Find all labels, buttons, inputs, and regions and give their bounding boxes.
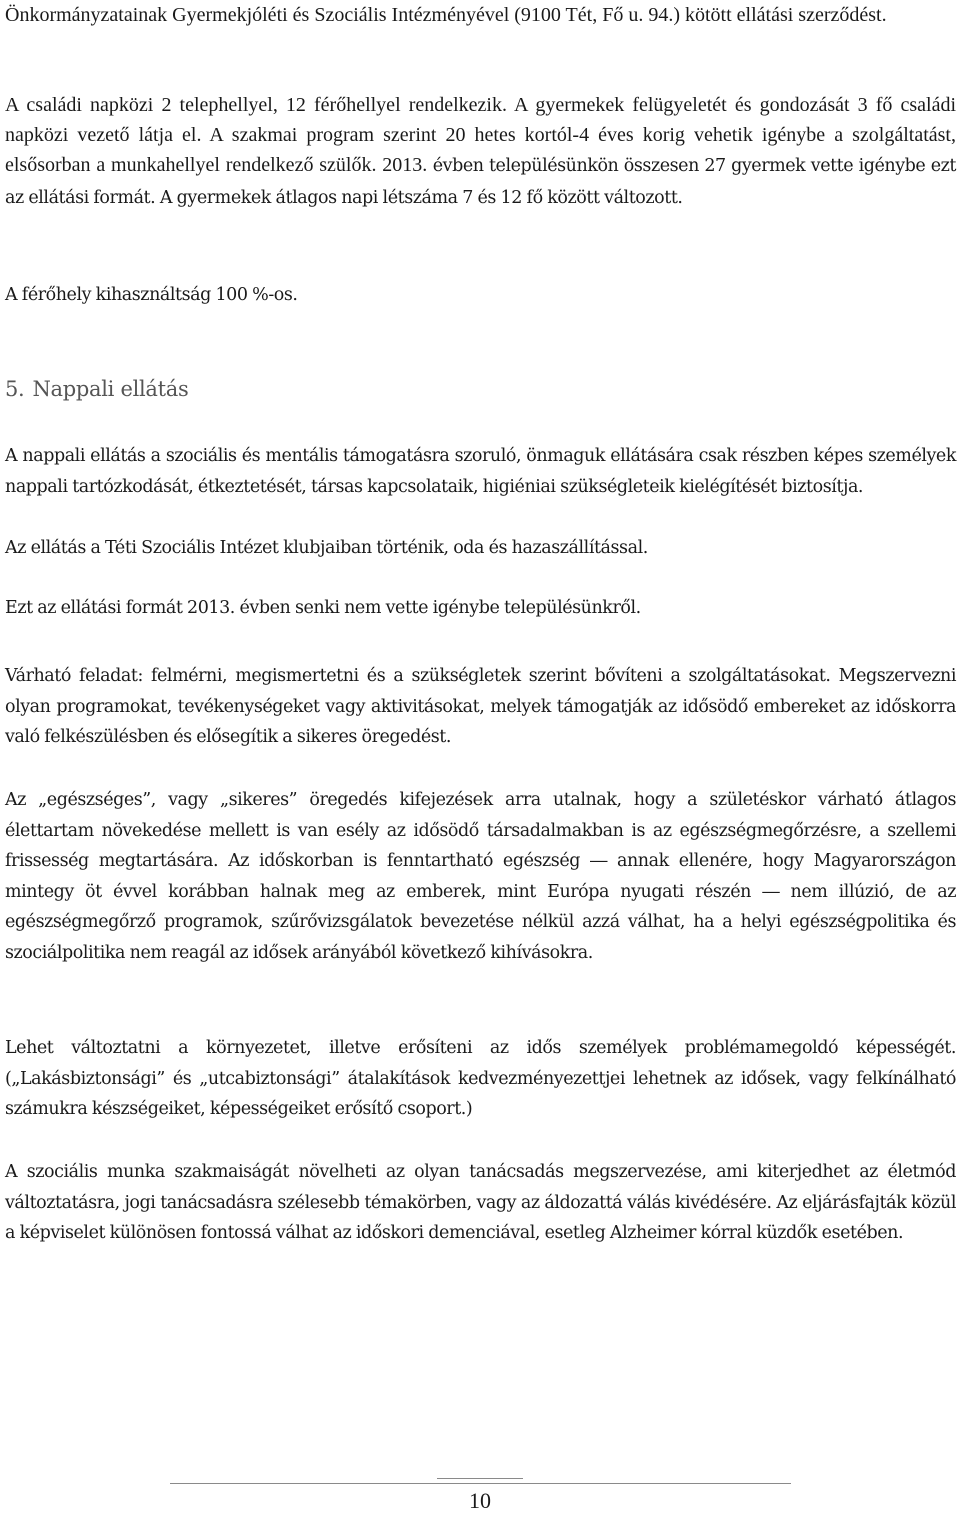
paragraph-social-work: A szociális munka szakmaiságát növelheti az olyan tanácsadás megszervezése, ami kiterjedhet az életmód változtatásra, jogi tanácsadásra szélesebb témakörben, vagy az áldozattá válás kivédésére. Az eljárásfajták közül a képviselet különösen fontossá válhat az időskori demenciával, esetleg Alzheimer kórral küzdők esetében. [5, 1162, 956, 1243]
paragraph-environment: Lehet változtatni a környezetet, illetve erősíteni az idős személyek problémamegoldó képességét. („Lakásbiztonsági” és „utcabiztonsági” átalakítások kedvezményezettjei lehetnek az idősek, vagy felkínálható számukra készségeiket, képességeiket erősítő csoport.) [5, 1038, 956, 1119]
paragraph-contract: Önkormányzatainak Gyermekjóléti és Szociális Intézményével (9100 Tét, Fő u. 94.) kötött ellátási szerződést. [5, 4, 887, 26]
page-number: 10 [469, 1488, 491, 1513]
section-heading [5, 374, 956, 404]
paragraph-expected-tasks: Várható feladat: felmérni, megismertetni és a szükségletek szerint bővíteni a szolgáltatásokat. Megszervezni olyan programokat, tevékenységeket vagy aktivitásokat, melyek támogatják az idősödő embereket az időskorra való felkészülésben és elősegítik a sikeres öregedést. [5, 666, 956, 747]
paragraph-family-daycare [5, 90, 956, 213]
paragraph-healthy-ageing: Az „egészséges”, vagy „sikeres” öregedés kifejezések arra utalnak, hogy a születéskor várható átlagos élettartam növekedése mellett is van esély az idősödő társadalmakban is az egészségmegőrzésre, a szellemi frissesség megtartására. Az időskorban is fenntartható egészség ― annak ellenére, hogy Magyarországon mintegy öt évvel korábban halnak meg az emberek, mint Európa nyugati részén ― nem illúzió, de az egészségmegőrző programok, szűrővizsgálatok bevezetése nélkül azzá válhat, ha a helyi egészségpolitika és szociálpolitika nem reagál az idősek arányából következő kihívásokra. [5, 790, 956, 963]
footer-rule [170, 1483, 791, 1484]
paragraph-day-care-definition: A nappali ellátás a szociális és mentális támogatásra szoruló, önmaguk ellátására csak részben képes személyek nappali tartózkodását, étkeztetését, társas kapcsolataik, higiéniai szükségleteik kielégítését biztosítja. [5, 446, 956, 497]
section-heading-title: Nappali ellátás [32, 377, 189, 401]
paragraph-occupancy: A férőhely kihasználtság 100 %-os. [5, 285, 298, 305]
page-footer [0, 1478, 960, 1513]
paragraph-family-daycare-part1: A családi napközi 2 telephellyel, 12 férőhellyel rendelkezik. A gyermekek felügyeletét és gondozását 3 fő családi napközi vezető látja el. A szakmai program szerint 20 hetes kortól-4 éves korig vehetik igénybe a szolgáltatást, elsősorban a munkahellyel rendelkező szülők. 2013. [5, 94, 956, 176]
footer-short-rule [437, 1478, 523, 1479]
paragraph-no-users-2013: Ezt az ellátási formát 2013. évben senki nem vette igénybe településünkről. [5, 598, 641, 618]
paragraph-day-care-clubs: Az ellátás a Téti Szociális Intézet klubjaiban történik, oda és hazaszállítással. [5, 538, 648, 558]
paragraph-family-daycare-part2: évben településünkön összesen 27 gyermek vette igénybe ezt az ellátási formát. A gyermekek átlagos napi létszáma 7 és 12 fő között változott. [5, 156, 957, 208]
section-heading-number: 5. [5, 377, 25, 401]
